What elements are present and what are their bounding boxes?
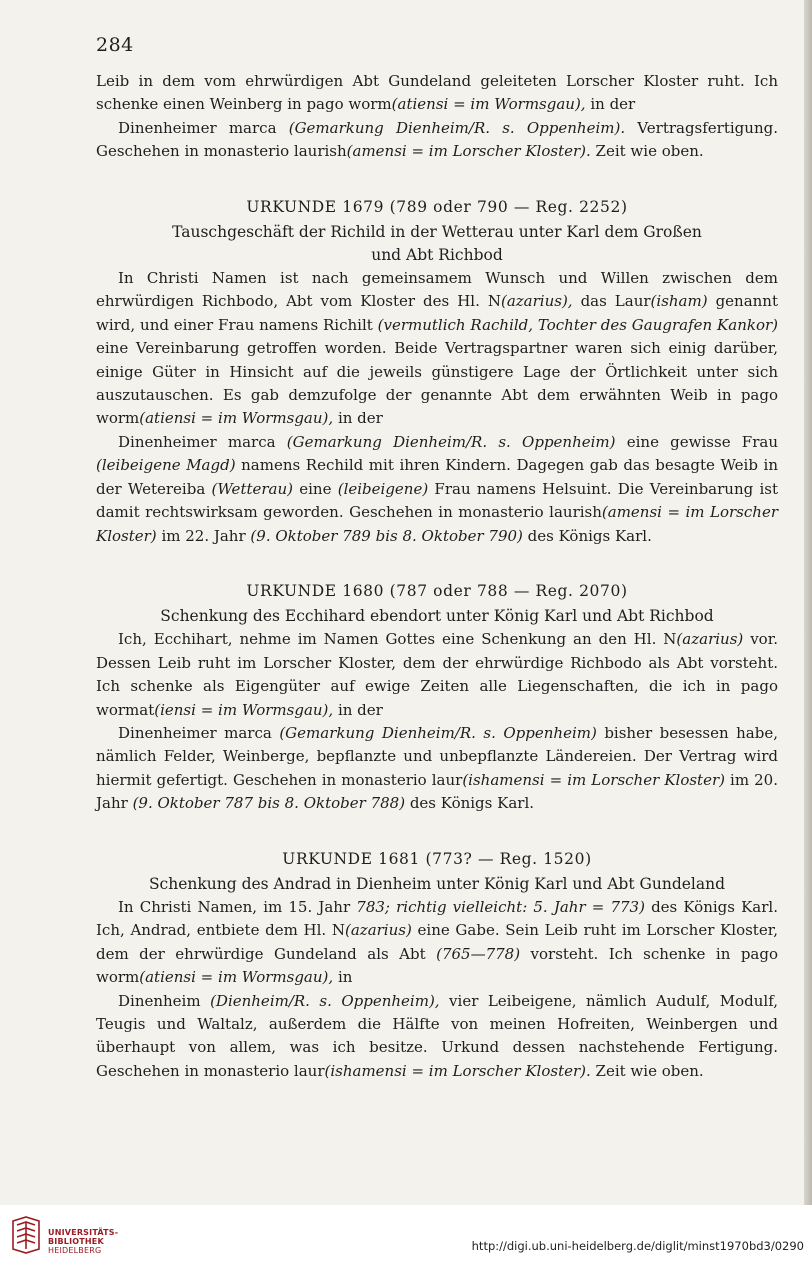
editorial-annotation: (9. Oktober 787 bis 8. Oktober 788) (132, 794, 406, 813)
editorial-annotation: (vermutlich Rachild, Tochter des Gaugrafen Kankor) (377, 315, 778, 334)
paragraph (96, 896, 778, 990)
text-run: Ich, Ecchihart, nehme im Namen Gottes eine Schenkung an den Hl. N (118, 630, 677, 649)
text-run: Dinenheim (118, 991, 211, 1010)
text-run: das Laur (572, 292, 651, 311)
text-run: vorsteht. Ich schenke in pago worm (96, 944, 779, 987)
text-run: Dinenheimer marca (118, 432, 287, 451)
document-body (96, 70, 778, 1083)
text-run: in der (333, 700, 383, 719)
subtitle-line: und Abt Richbod (371, 246, 503, 265)
text-run: Zeit wie oben. (590, 1061, 704, 1080)
text-run: vier Leibeigene, nämlich Audulf, Modulf, Teugis und Waltalz, außerdem die Hälfte von meinen Hofreiten, Weinbergen und überhaupt von allem, was ich besitze. Urkund dessen nachstehende Fertigung. Geschehen in monasterio laur (96, 991, 778, 1080)
text-run: im 22. Jahr (156, 526, 251, 545)
document-heading: URKUNDE 1680 (787 oder 788 — Reg. 2070) (246, 581, 628, 600)
text-run: In Christi Namen, im 15. Jahr (118, 897, 357, 916)
subtitle-line: Schenkung des Andrad in Dienheim unter König Karl und Abt Gundeland (148, 874, 726, 893)
document-subtitle (96, 605, 778, 628)
text-run: Frau namens Helsuint. Die Vereinbarung ist damit rechtswirksam geworden. Geschehen in monasterio laurish (96, 479, 778, 522)
paragraph (96, 722, 778, 816)
text-run: bisher besessen habe, nämlich Felder, Weinberge, bepflanzte und unbepflanzte Ländereien. Der Vertrag wird hiermit gefertigt. Geschehen in monasterio laur (96, 723, 778, 789)
text-run: des Königs Karl. Ich, Andrad, entbiete dem Hl. N (96, 897, 778, 940)
editorial-annotation: (isham) (650, 292, 708, 311)
editorial-annotation: (amensi = im Lorscher Kloster). (346, 142, 591, 161)
editorial-annotation: (iensi = im Wormsgau), (154, 700, 334, 719)
text-run: in der (585, 95, 636, 114)
document-subtitle (96, 221, 778, 267)
library-logo-icon (10, 1215, 42, 1255)
page-number: 284 (96, 34, 134, 56)
page-edge (804, 0, 812, 1205)
editorial-annotation: (atiensi = im Wormsgau), (139, 409, 334, 428)
text-run: eine (293, 479, 338, 498)
footer (0, 1205, 812, 1273)
source-url-link[interactable]: http://digi.ub.uni-heidelberg.de/diglit/minst1970bd3/0290 (471, 1239, 804, 1253)
text-run: in (333, 968, 353, 987)
editorial-annotation: (Gemarkung Dienheim/R. s. Oppenheim). (288, 118, 626, 137)
editorial-annotation: (atiensi = im Wormsgau), (139, 968, 334, 987)
text-run: In Christi Namen ist nach gemeinsamem Wunsch und Willen zwischen dem ehrwürdigen Richbodo, Abt vom Kloster des Hl. N (96, 269, 778, 311)
subtitle-line: Tauschgeschäft der Richild in der Wetterau unter Karl dem Großen (172, 223, 702, 242)
library-name (48, 1228, 118, 1255)
text-run: eine Vereinbarung getroffen worden. Beide Vertragspartner waren sich einig darüber, einige Güter in Hinsicht auf die jeweils günstigere Lage der Örtlichkeit unter sich auszutauschen. Es gab demzufolge der genannte Abt dem erwähnten Weib in pago worm (96, 339, 778, 428)
editorial-annotation: (Wetterau) (211, 479, 293, 498)
text-run: namens Rechild mit ihren Kindern. Dagegen gab das besagte Weib in der Wetereiba (96, 456, 778, 498)
editorial-annotation: 783; richtig vielleicht: 5. Jahr = 773) (356, 897, 645, 916)
text-run: eine Gabe. Sein Leib ruht im Lorscher Kloster, dem der ehrwürdige Gundeland als Abt (96, 921, 778, 963)
paragraph (96, 70, 778, 117)
text-run: vor. Dessen Leib ruht im Lorscher Kloster, dem der ehrwürdige Richbodo als Abt vorsteht. Ich schenke als Eigengüter auf ewige Zeiten alle Liegenschaften, die ich in pago wormat (96, 630, 778, 719)
editorial-annotation: (Gemarkung Dienheim/R. s. Oppenheim) (279, 723, 597, 742)
editorial-annotation: (Gemarkung Dienheim/R. s. Oppenheim) (286, 432, 616, 451)
paragraph (96, 990, 778, 1084)
editorial-annotation: (leibeigene) (337, 479, 429, 498)
paragraph (96, 267, 778, 431)
library-name-line: HEIDELBERG (48, 1246, 102, 1255)
text-run: Vertragsfertigung. Geschehen in monasterio laurish (96, 118, 778, 161)
text-run: des Königs Karl. (405, 794, 535, 813)
text-run: des Königs Karl. (522, 526, 652, 545)
editorial-annotation: (azarius) (676, 630, 744, 649)
editorial-annotation: (leibeigene Magd) (96, 456, 236, 475)
text-run: in der (333, 409, 383, 428)
editorial-annotation: (azarius), (500, 292, 573, 311)
editorial-annotation: (ishamensi = im Lorscher Kloster). (324, 1061, 591, 1080)
editorial-annotation: (ishamensi = im Lorscher Kloster) (462, 770, 725, 789)
editorial-annotation: (atiensi = im Wormsgau), (391, 95, 586, 114)
paragraph (96, 117, 778, 164)
text-run: Zeit wie oben. (590, 142, 704, 161)
editorial-annotation: (9. Oktober 789 bis 8. Oktober 790) (250, 526, 523, 545)
text-run: im 20. Jahr (96, 770, 778, 813)
paragraph (96, 628, 778, 722)
editorial-annotation: (765—778) (436, 944, 521, 963)
text-run: Dinenheimer marca (118, 723, 280, 742)
text-run: Dinenheimer marca (118, 118, 289, 137)
editorial-annotation: (Dienheim/R. s. Oppenheim), (210, 991, 440, 1010)
text-run: eine gewisse Frau (615, 432, 778, 451)
editorial-annotation: (azarius) (345, 921, 412, 940)
text-run: Leib in dem vom ehrwürdigen Abt Gundeland geleiteten Lorscher Kloster ruht. Ich schenke einen Weinberg in pago worm (96, 72, 778, 114)
editorial-annotation: (amensi = im Lorscher Kloster) (96, 503, 778, 545)
paragraph (96, 431, 778, 548)
text-run: genannt wird, und einer Frau namens Richilt (96, 292, 778, 334)
library-name-line: BIBLIOTHEK (48, 1237, 104, 1246)
document-subtitle (96, 873, 778, 896)
library-name-line: UNIVERSITÄTS- (48, 1228, 119, 1237)
document-heading: URKUNDE 1681 (773? — Reg. 1520) (282, 849, 592, 868)
subtitle-line: Schenkung des Ecchihard ebendort unter König Karl und Abt Richbod (160, 607, 714, 626)
document-heading: URKUNDE 1679 (789 oder 790 — Reg. 2252) (246, 197, 628, 216)
